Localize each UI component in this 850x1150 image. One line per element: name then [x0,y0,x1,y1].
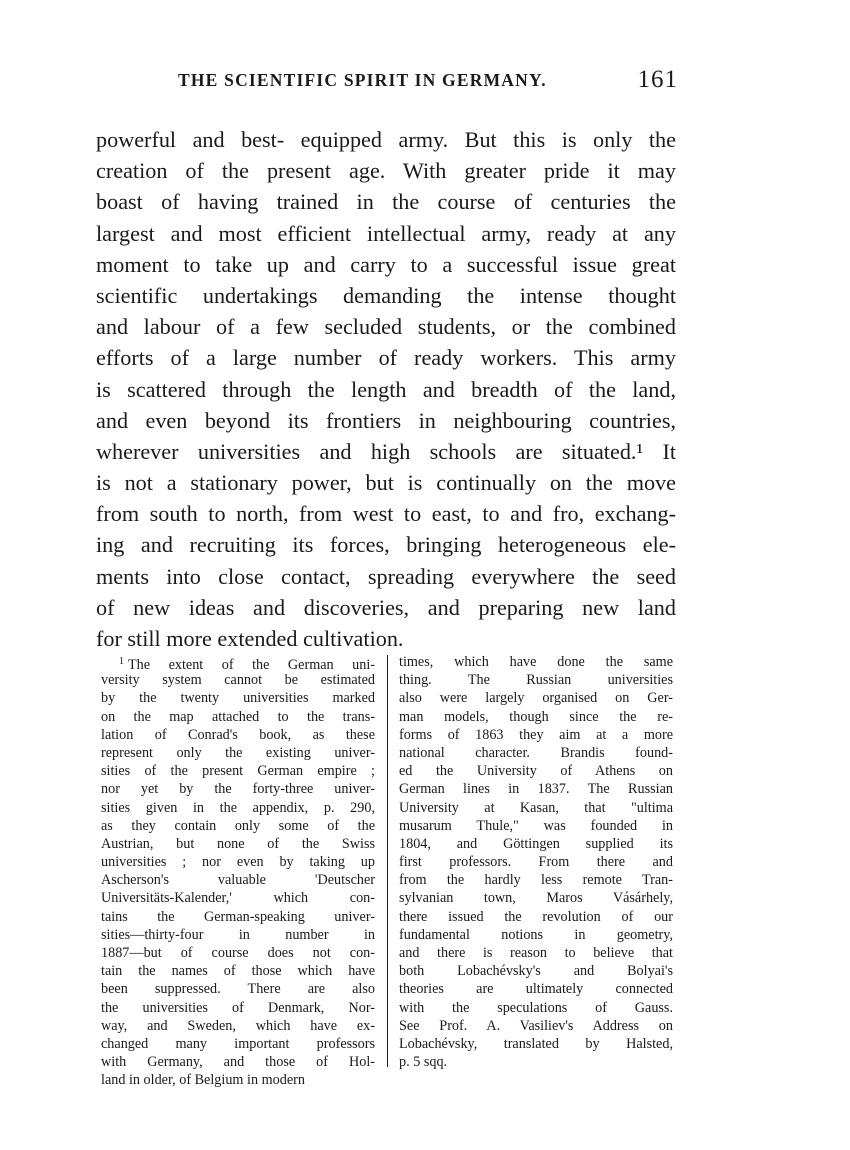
body-line: from south to north, from west to east, to and fro, exchang- [96,501,676,527]
body-line: of new ideas and discoveries, and preparing new land [96,594,676,620]
body-line: and labour of a few secluded students, or the combined [96,314,676,340]
footnote-line: way, and Sweden, which have ex- [101,1017,375,1034]
footnote-line: Ascherson's valuable 'Deutscher [101,872,375,889]
footnote-line: sities of the present German empire ; [101,763,375,780]
footnote-line: musarum Thule," was founded in [399,817,673,834]
footnote-line: University at Kasan, that "ultima [399,799,673,816]
footnote-line: 1887—but of course does not con- [101,945,375,961]
footnote-line: p. 5 sqq. [399,1054,448,1071]
footnote-line: Austrian, but none of the Swiss [101,835,375,852]
footnote-line: the universities of Denmark, Nor- [101,999,375,1016]
footnote-right-column [399,653,673,1071]
body-line: moment to take up and carry to a successful issue great [96,251,676,277]
footnote-marker: 1 [119,656,124,667]
body-line: boast of having trained in the course of centuries the [96,189,676,215]
footnote-line: 1804, and Göttingen supplied its [399,835,673,852]
footnote-line: changed many important professors [101,1035,375,1052]
footnote-line: German lines in 1837. The Russian [399,781,673,798]
footnote-line: sities—thirty-four in number in [101,926,375,943]
footnote-line: See Prof. A. Vasiliev's Address on [399,1017,673,1034]
footnote-line: by the twenty universities marked [101,690,375,707]
footnote-line: nor yet by the forty-three univer- [101,781,375,798]
footnote-line: with the speculations of Gauss. [399,999,673,1016]
footnote-line: from the hardly less remote Tran- [399,872,673,889]
footnote-line: sities given in the appendix, p. 290, [101,799,375,816]
body-line: wherever universities and high schools are situated.¹ It [96,438,676,464]
running-title: THE SCIENTIFIC SPIRIT IN GERMANY. [178,70,547,90]
footnote-line: with Germany, and those of Hol- [101,1054,375,1071]
body-line: is scattered through the length and breadth of the land, [96,376,676,402]
footnote-line: been suppressed. There are also [101,981,375,998]
body-line: creation of the present age. With greater pride it may [96,158,676,184]
body-line: largest and most efficient intellectual army, ready at any [96,220,676,246]
footnote-line: Lobachévsky, translated by Halsted, [399,1035,673,1052]
page-number: 161 [637,66,678,93]
footnote-line: tains the German-speaking univer- [101,908,375,925]
footnote-line: sylvanian town, Maros Vásárhely, [399,890,673,907]
body-line: is not a stationary power, but is continually on the move [96,470,676,496]
body-line: for still more extended cultivation. [96,626,404,651]
footnote-line: represent only the existing univer- [101,744,375,761]
footnote-line: as they contain only some of the [101,817,375,834]
running-head [100,66,678,104]
footnote-line: tain the names of those which have [101,963,375,980]
footnote-block [101,653,679,1123]
footnote-line [101,653,375,671]
footnote-line: man models, though since the re- [399,708,673,725]
footnote-line: first professors. From there and [399,854,673,871]
footnote-line: Universitäts-Kalender,' which con- [101,890,375,907]
footnote-line: and there is reason to believe that [399,945,673,961]
footnote-line: versity system cannot be estimated [101,672,375,689]
body-line: ing and recruiting its forces, bringing heterogeneous ele- [96,532,676,558]
footnote-text: The extent of the German uni- [128,657,375,673]
footnote-line: national character. Brandis found- [399,744,673,761]
footnote-line: ed the University of Athens on [399,763,673,780]
body-paragraph [96,124,676,654]
footnote-line: forms of 1863 they aim at a more [399,726,673,743]
footnote-line: lation of Conrad's book, as these [101,726,375,743]
body-line: and even beyond its frontiers in neighbouring countries, [96,407,676,433]
footnote-line: there issued the revolution of our [399,908,673,925]
footnote-line: theories are ultimately connected [399,981,673,998]
footnote-line: also were largely organised on Ger- [399,690,673,707]
footnote-line: times, which have done the same [399,654,673,670]
footnote-line: both Lobachévsky's and Bolyai's [399,963,673,980]
column-divider [387,655,388,1067]
footnote-line: fundamental notions in geometry, [399,926,673,943]
footnote-line: on the map attached to the trans- [101,708,375,725]
footnote-line: universities ; nor even by taking up [101,854,375,871]
footnote-line: land in older, of Belgium in modern [101,1072,305,1089]
body-line: ments into close contact, spreading everywhere the seed [96,563,676,589]
body-line: scientific undertakings demanding the intense thought [96,282,676,308]
body-line: powerful and best- equipped army. But this is only the [96,127,676,152]
body-line: efforts of a large number of ready workers. This army [96,345,676,371]
footnote-left-column [101,653,375,1090]
footnote-line: thing. The Russian universities [399,672,673,689]
